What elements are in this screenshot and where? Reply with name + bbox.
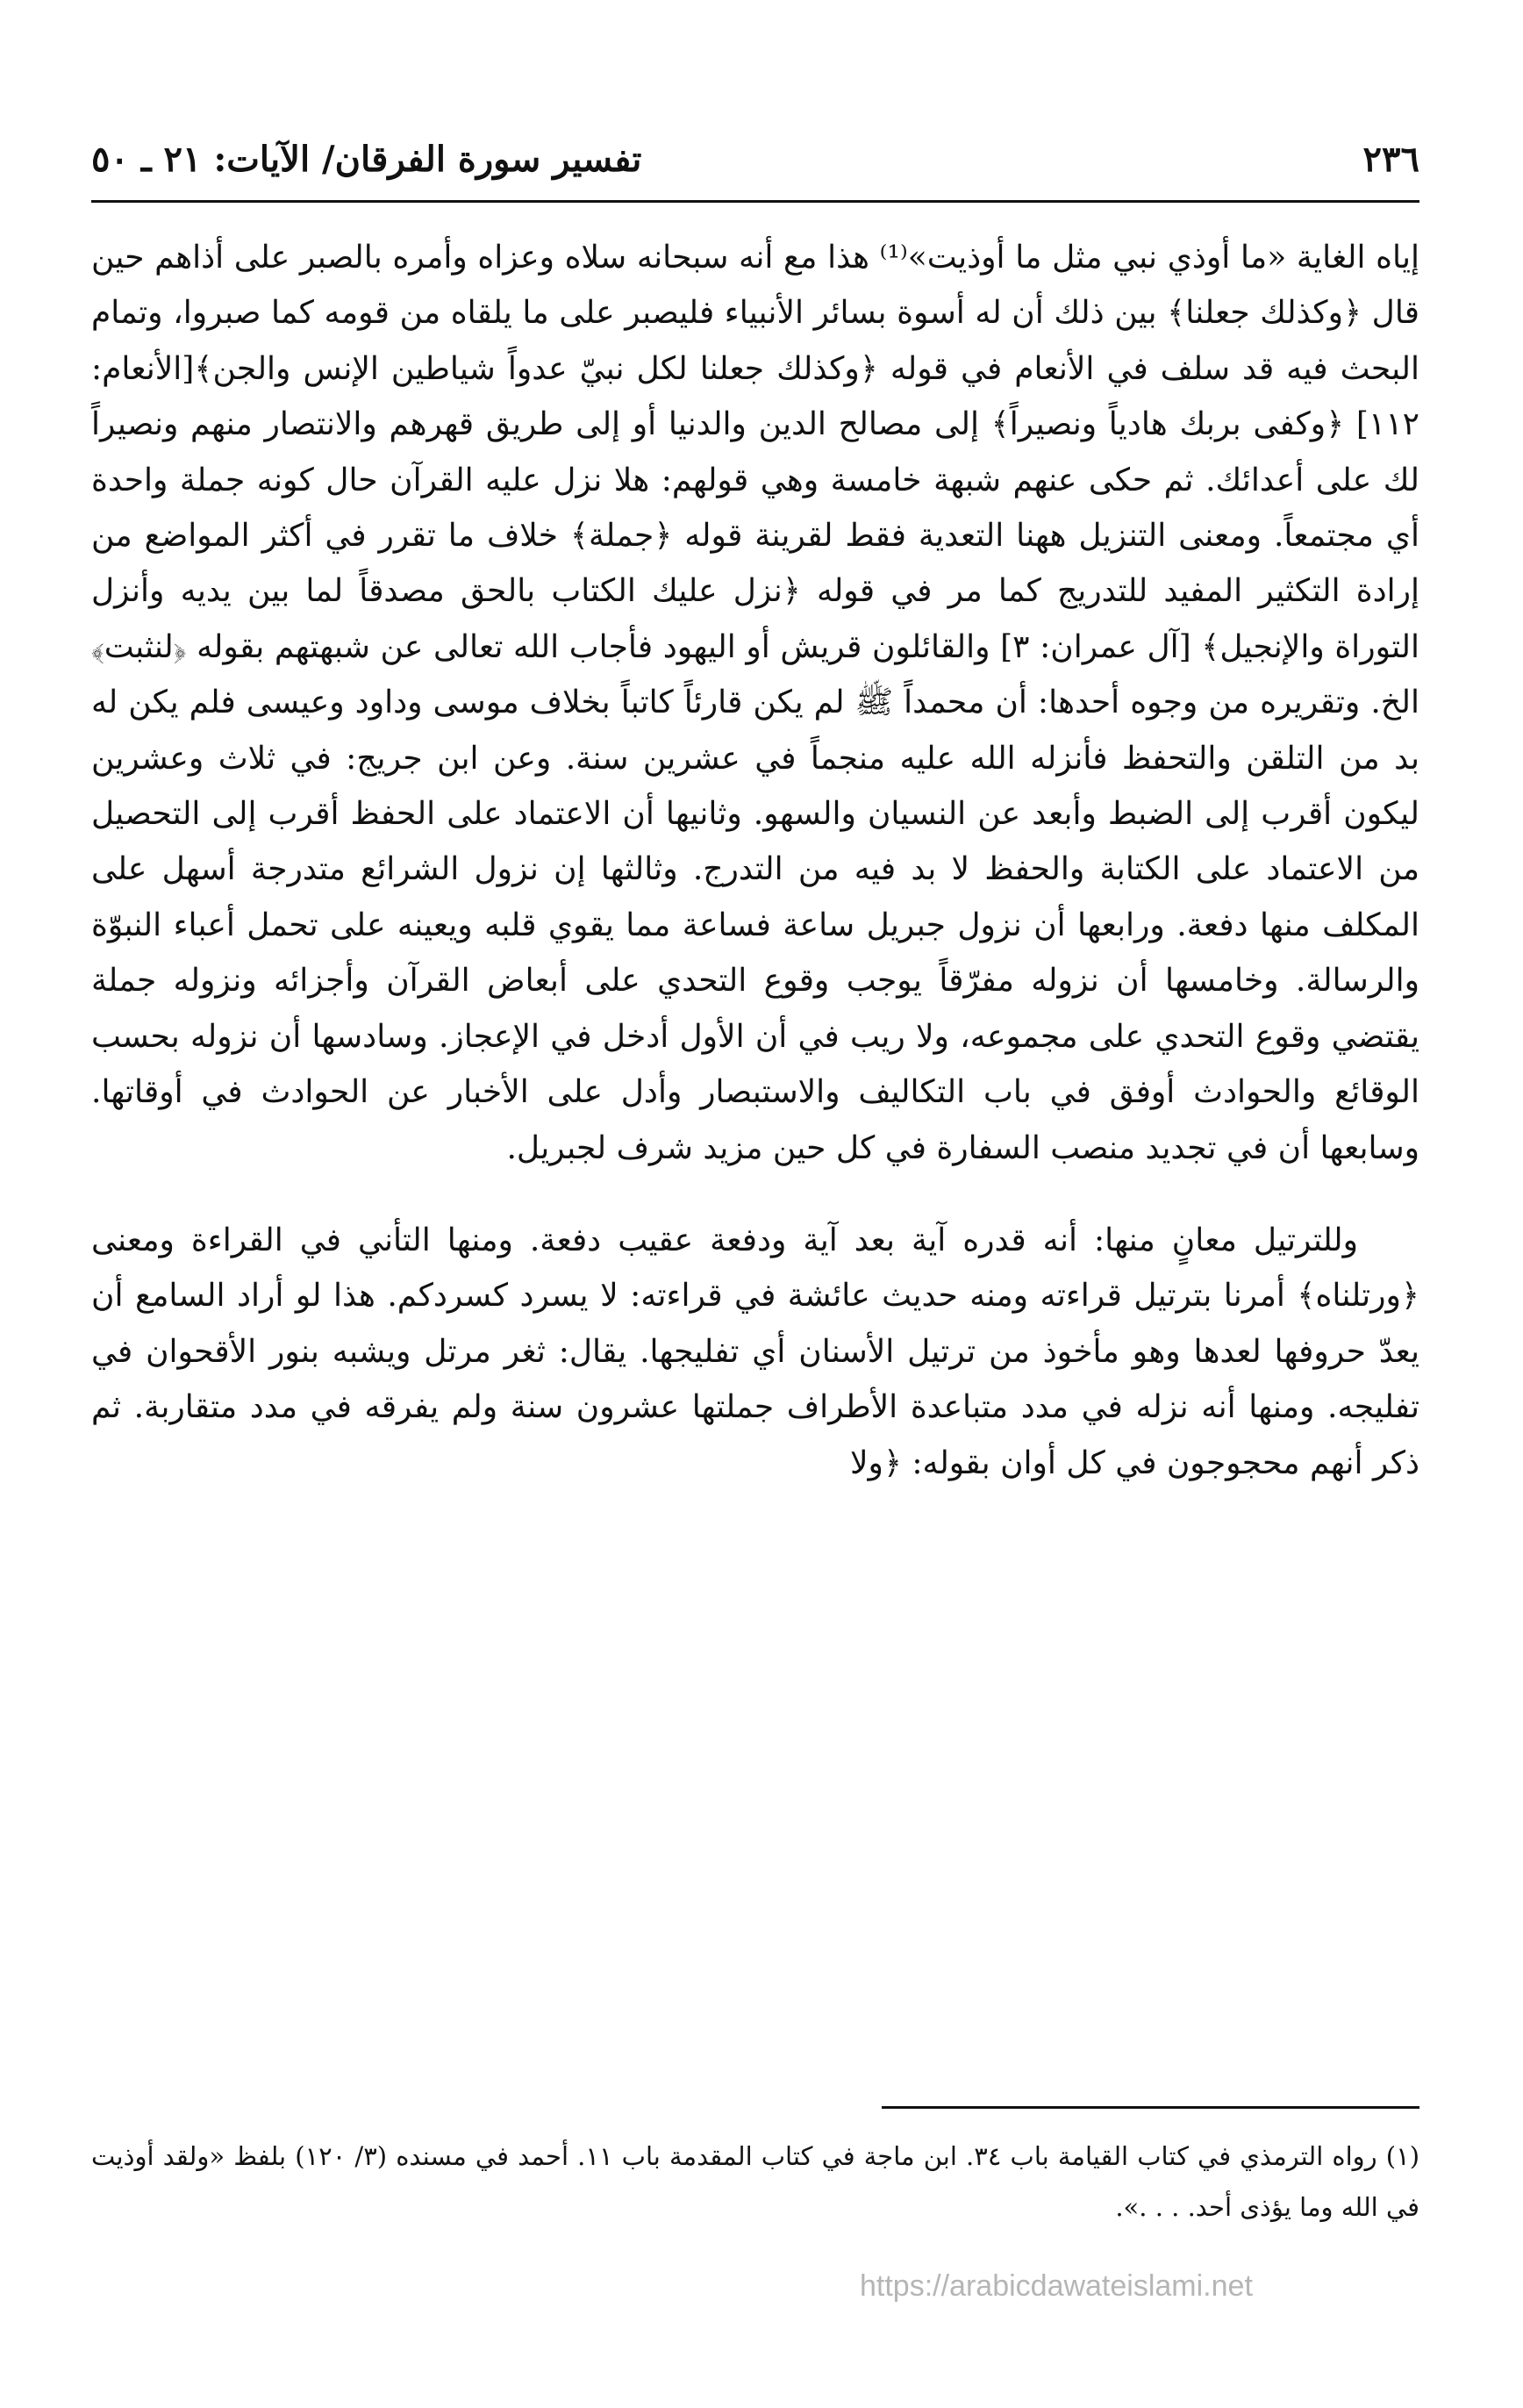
paragraph-1: إياه الغاية «ما أوذي نبي مثل ما أوذيت»⁽¹⁾ هذا مع أنه سبحانه سلاه وعزاه وأمره بالصبر على أذاهم حين قال ﴿وكذلك جعلنا﴾ بين ذلك أن له أسوة بسائر الأنبياء فليصبر على ما يلقاه من قومه كما صبروا، وتمام البحث فيه قد سلف في الأنعام في قوله ﴿وكذلك جعلنا لكل نبيّ عدواً شياطين الإنس والجن﴾[الأنعام: ١١٢] ﴿وكفى بربك هادياً ونصيراً﴾ إلى مصالح الدين والدنيا أو إلى طريق قهرهم والانتصار منهم ونصيراً لك على أعدائك. ثم حكى عنهم شبهة خامسة وهي قولهم: هلا نزل عليه القرآن حال كونه جملة واحدة أي مجتمعاً. ومعنى التنزيل ههنا التعدية فقط لقرينة قوله ﴿جملة﴾ خلاف ما تقرر في أكثر المواضع من إرادة التكثير المفيد للتدريج كما مر في قوله ﴿نزل عليك الكتاب بالحق مصدقاً لما بين يديه وأنزل التوراة والإنجيل﴾ [آل عمران: ٣] والقائلون قريش أو اليهود فأجاب الله تعالى عن شبهتهم بقوله ﴿لنثبت﴾ الخ. وتقريره من وجوه أحدها: أن محمداً ﷺ لم يكن قارئاً كاتباً بخلاف موسى وداود وعيسى فلم يكن له بد من التلقن والتحفظ فأنزله الله عليه منجماً في عشرين سنة. وعن ابن جريج: في ثلاث وعشرين ليكون أقرب إلى الضبط وأبعد عن النسيان والسهو. وثانيها أن الاعتماد على الحفظ أقرب إلى التحصيل من الاعتماد على الكتابة والحفظ لا بد فيه من التدرج. وثالثها إن نزول الشرائع متدرجة أسهل على المكلف منها دفعة. ورابعها أن نزول جبريل ساعة فساعة مما يقوي قلبه ويعينه على تحمل أعباء النبوّة والرسالة. وخامسها أن نزوله مفرّقاً يوجب وقوع التحدي على أبعاض القرآن وأجزائه ونزوله جملة يقتضي وقوع التحدي على مجموعه، ولا ريب في أن الأول أدخل في الإعجاز. وسادسها أن نزوله بحسب الوقائع والحوادث أوفق في باب التكاليف والاستبصار وأدل على الأخبار عن الحوادث في أوقاتها. وسابعها أن في تجديد منصب السفارة في كل حين مزيد شرف لجبريل. — [91, 240, 1420, 1166]
footnote-separator — [882, 2106, 1419, 2109]
running-title: تفسير سورة الفرقان/ الآيات: ٢١ ـ ٥٠ — [91, 139, 642, 180]
page-number: ٢٣٦ — [1362, 139, 1419, 180]
watermark-url: https://arabicdawateislami.net — [860, 2269, 1253, 2303]
paragraph-2: وللترتيل معانٍ منها: أنه قدره آية بعد آية ودفعة عقيب دفعة. ومنها التأني في القراءة ومعنى ﴿ورتلناه﴾ أمرنا بترتيل قراءته ومنه حديث عائشة في قراءته: لا يسرد كسردكم. هذا لو أراد السامع أن يعدّ حروفها لعدها وهو مأخوذ من ترتيل الأسنان أي تفليجها. يقال: ثغر مرتل ويشبه بنور الأقحوان في تفليجه. ومنها أنه نزله في مدد متباعدة الأطراف جملتها عشرون سنة ولم يفرقه في مدد متقاربة. ثم ذكر أنهم محجوجون في كل أوان بقوله: ﴿ولا — [91, 1222, 1419, 1481]
footnote-1: (١) رواه الترمذي في كتاب القيامة باب ٣٤. ابن ماجة في كتاب المقدمة باب ١١. أحمد في مسنده (٣/ ١٢٠) بلفظ «ولقد أوذيت في الله وما يؤذى أحد. . . .». — [91, 2141, 1420, 2222]
footnotes — [91, 2131, 1419, 2232]
running-header — [91, 132, 1419, 193]
main-text — [91, 230, 1419, 1491]
header-rule — [91, 200, 1419, 203]
